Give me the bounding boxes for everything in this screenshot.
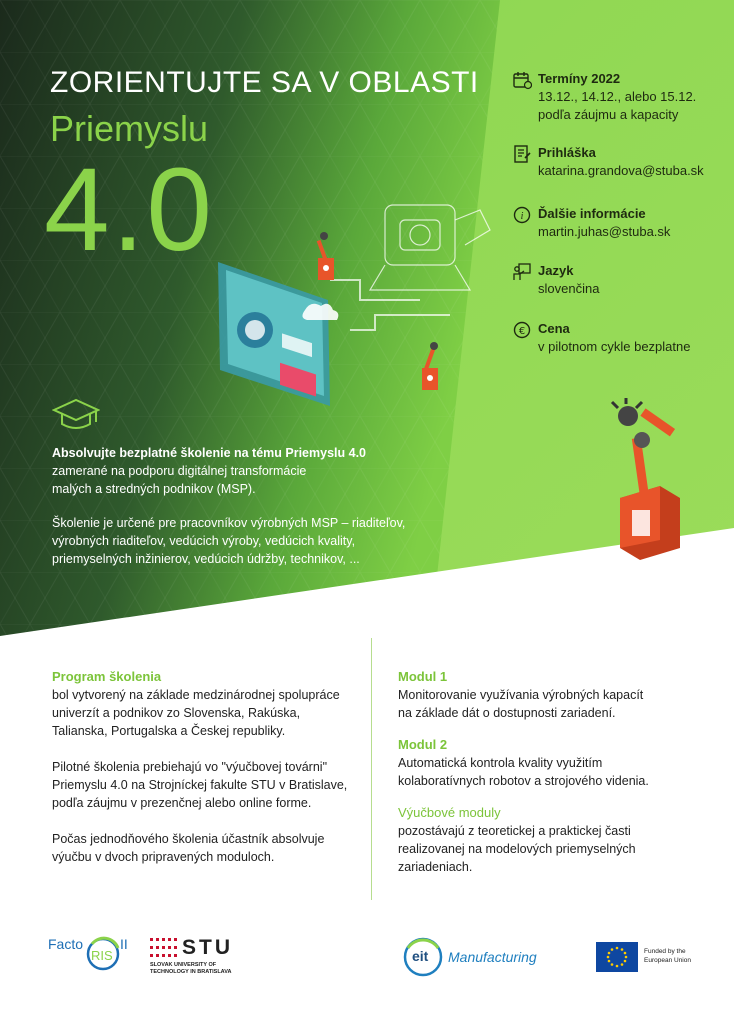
module1-line1: Monitorovanie využívania výrobných kapacít [398,688,644,702]
eit-manufacturing-logo [402,936,562,978]
program-p1-line1: bol vytvorený na základe medzinárodnej spolupráce [52,688,340,702]
info-dates-line2: podľa záujmu a kapacity [538,107,679,122]
factory-illustration [210,190,500,410]
program-heading: Program školenia [52,669,162,684]
info-application-title: Prihláška [538,145,596,160]
robot-small-1 [317,232,334,280]
intro-p2-line3: priemyselných inžinierov, vedúcich údržby, technikov, ... [52,552,360,566]
intro-p1-line1: zamerané na podporu digitálnej transformácie [52,464,307,478]
stu-sub1: SLOVAK UNIVERSITY OF [150,962,217,968]
info-dates-line1: 13.12., 14.12., alebo 15.12. [538,89,697,104]
info-language-value: slovenčina [538,281,600,296]
program-p2-line2: Priemyslu 4.0 na Strojníckej fakulte STU v Bratislave, [52,778,348,792]
graduation-cap-icon [52,398,100,432]
intro-bold: Absolvujte bezplatné školenie na tému Priemyslu 4.0 [52,446,366,460]
program-column [52,668,347,866]
eu-text-2: European Union [644,957,691,964]
module3-line2: realizovanej na modelových priemyselných [398,842,636,856]
stu-dots-icon [150,938,178,958]
robot-small-2 [422,342,438,390]
factoris-text-c: II [120,936,128,952]
info-price-value: v pilotnom cykle bezplatne [538,339,691,354]
stu-text: STU [182,936,233,959]
headline-big: 4.0 [44,144,215,276]
presenter-icon [512,262,532,282]
module2-line2: kolaboratívnych robotov a strojového videnia. [398,774,649,788]
stu-logo [150,936,260,976]
factoris-text-a: Facto [48,936,84,952]
euro-icon [512,320,532,340]
factoris-logo [48,934,138,974]
module1-heading: Modul 1 [398,669,448,684]
module2-heading: Modul 2 [398,737,448,752]
module1-line2: na základe dát o dostupnosti zariadení. [398,706,616,720]
program-p1-line2: univerzít a podnikov zo Slovenska, Rakúska, [52,706,301,720]
info-application-email: katarina.grandova@stuba.sk [538,163,704,178]
svg-text:i: i [520,211,524,222]
info-language-title: Jazyk [538,263,574,278]
info-icon [512,205,532,225]
form-icon [512,144,532,164]
intro-p2-line1: Školenie je určené pre pracovníkov výrobných MSP – riaditeľov, [52,516,406,530]
modules-column [398,668,649,876]
info-more-email: martin.juhas@stuba.sk [538,224,671,239]
info-application [538,144,704,180]
eu-logo [596,942,706,972]
info-more [538,205,670,241]
svg-text:€: € [518,326,526,337]
intro-p2-line2: výrobných riaditeľov, vedúcich výroby, vedúcich kvality, [52,534,356,548]
info-dates-title: Termíny 2022 [538,71,621,86]
program-p3-line1: Počas jednodňového školenia účastník absolvuje [52,832,325,846]
info-dates [538,70,696,124]
headline-line1: ZORIENTUJTE SA V OBLASTI [50,66,479,99]
info-language [538,262,599,298]
info-more-title: Ďalšie informácie [538,206,646,221]
program-p3-line2: výučbu v dvoch pripravených moduloch. [52,850,275,864]
module3-heading: Výučbové moduly [398,805,501,820]
program-p2-line1: Pilotné školenia prebiehajú vo "výučbovej továrni" [52,760,328,774]
column-divider [371,638,372,900]
intro-block [52,444,366,498]
intro-p1-line2: malých a stredných podnikov (MSP). [52,482,256,496]
eu-text-1: Funded by the [644,948,686,955]
calendar-icon [512,70,532,90]
info-price [538,320,690,356]
robot-arm-large [600,398,700,568]
eu-flag-icon [596,942,638,972]
module2-line1: Automatická kontrola kvality využitím [398,756,603,770]
program-p2-line3: podľa záujmu v prezenčnej alebo online forme. [52,796,312,810]
info-price-title: Cena [538,321,570,336]
headline-line2: Priemyslu [50,108,209,149]
module3-line1: pozostávajú z teoretickej a praktickej časti [398,824,631,838]
program-p1-line3: Talianska, Portugalska a Českej republiky. [52,724,286,738]
module3-line3: zariadeniach. [398,860,473,874]
intro-audience [52,514,405,568]
factoris-text-b: RIS [91,948,113,963]
stu-sub2: TECHNOLOGY IN BRATISLAVA [150,969,232,975]
eit-text: eit [412,948,429,964]
manufacturing-text: Manufacturing [448,949,537,965]
